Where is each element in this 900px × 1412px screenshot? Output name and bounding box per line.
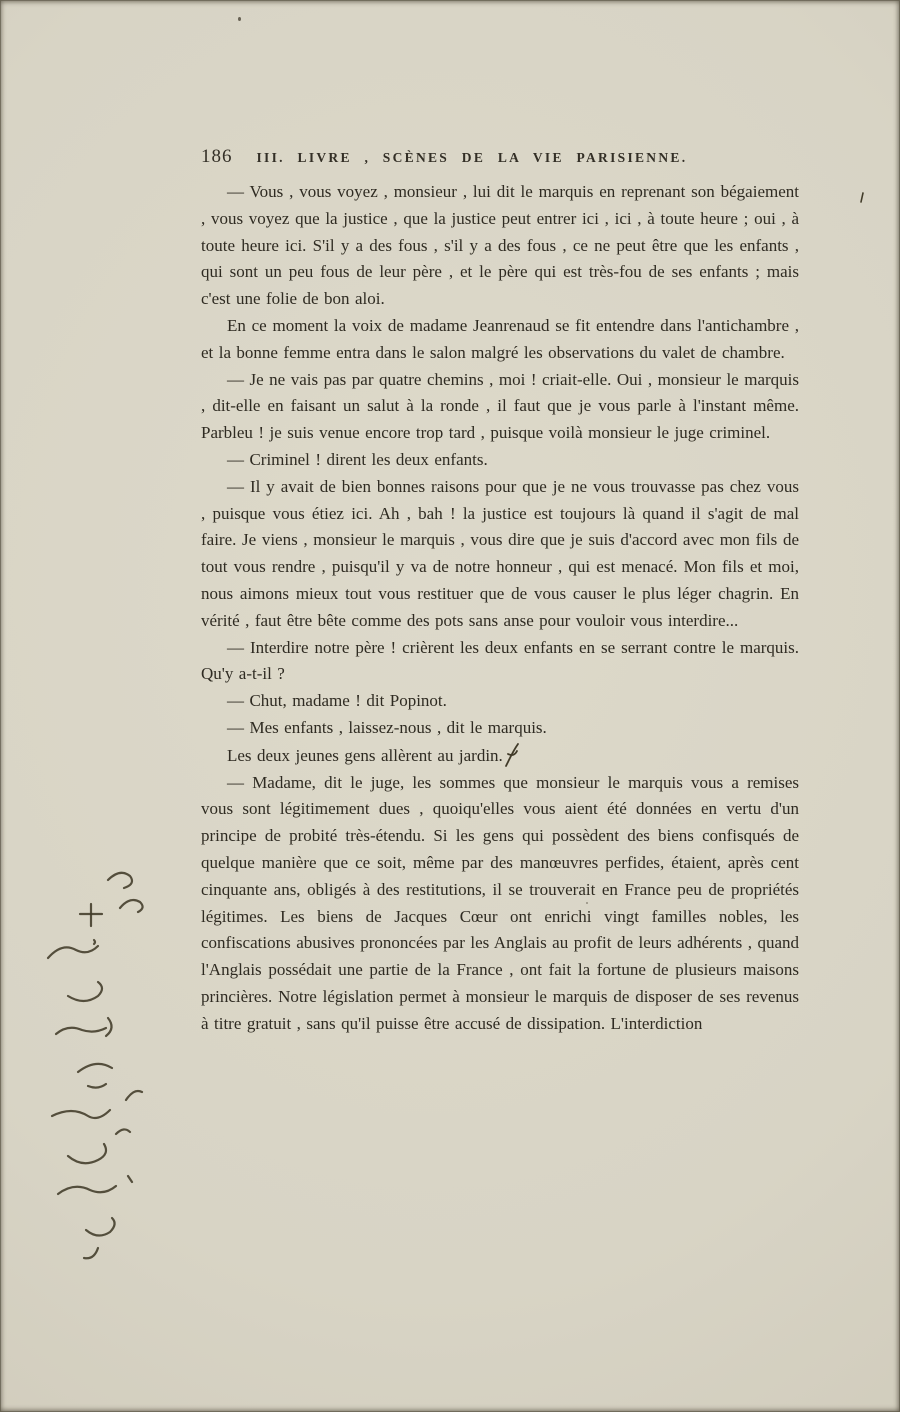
paragraph: — Il y avait de bien bonnes raisons pour que je ne vous trouvasse pas chez vous , puisque vous étiez ici. Ah , bah ! la justice est toujours là quand il s'agit de mal faire. Je viens , monsieur le marquis , vous dire que je suis d'accord avec mon fils de tout vous rendre , puisqu'il y va de notre honneur , qui est menacé. Mon fils et moi, nous aimons mieux tout vous restituer que de vous causer le plus léger chagrin. En vérité , faut être bête comme des pots sans anse pour vouloir vous interdire... [201,476,799,630]
page-number: 186 [201,146,233,167]
scan-speck [238,17,241,21]
ink-tick-icon [858,192,866,204]
paragraph: — Vous , vous voyez , monsieur , lui dit le marquis en reprenant son bégaiement , vous voyez que la justice , que la justice peut entrer ici , ici , à toute heure ; oui , à toute heure ici. S'il y a des fous , s'il y a des fous , ce ne peut être que les enfants , qui sont un peu fous de leur père , et le père qui est très-fou de ses enfants ; mais c'est une folie de bon aloi. [201,182,799,309]
paragraph: — Je ne vais pas par quatre chemins , moi ! criait-elle. Oui , monsieur le marquis , dit-elle en faisant un salut à la ronde , il faut que je vous parle à l'instant même. Parbleu ! je suis venue encore trop tard , puisque voilà monsieur le juge criminel. [201,369,799,443]
paragraph: — Interdire notre père ! crièrent les deux enfants en se serrant contre le marquis. Qu'y a-t-il ? [201,637,799,684]
paragraph-text: Les deux jeunes gens allèrent au jardin. [227,745,503,765]
handwritten-stroke-icon [504,742,520,768]
text-block [201,146,799,1038]
paragraph: — Criminel ! dirent les deux enfants. [227,449,488,469]
paragraph: En ce moment la voix de madame Jeanrenaud se fit entendre dans l'antichambre , et la bonne femme entra dans le salon malgré les observations du valet de chambre. [201,315,799,362]
handwritten-marginalia [28,862,178,1282]
paragraph: — Madame, dit le juge, les sommes que monsieur le marquis vous a remises vous sont légitimement dues , quoiqu'elles vous aient été données en vertu d'un principe de probité très-étendu. Si les gens qui possèdent des biens confisqués de quelque manière que ce soit, même par des manœuvres perfides, étaient, après cent cinquante ans, obligés à des restitutions, il se trouverait en France peu de propriétés légitimes. Les biens de Jacques Cœur ont enrichi vingt familles nobles, les confiscations abusives prononcées par les Anglais au profit de leurs adhérents , quand l'Anglais possédait une partie de la France , ont fait la fortune de plusieurs maisons princières. Notre législation permet à monsieur le marquis de disposer de ses revenus à titre gratuit , sans qu'il puisse être accusé de dissipation. L'interdiction [201,772,799,1033]
paragraph-with-mark [201,742,799,770]
paragraph: — Mes enfants , laissez-nous , dit le marquis. [227,717,547,737]
page-header [201,146,799,168]
running-title: III. LIVRE , SCÈNES DE LA VIE PARISIENNE. [256,150,688,165]
paragraph: — Chut, madame ! dit Popinot. [227,691,447,711]
